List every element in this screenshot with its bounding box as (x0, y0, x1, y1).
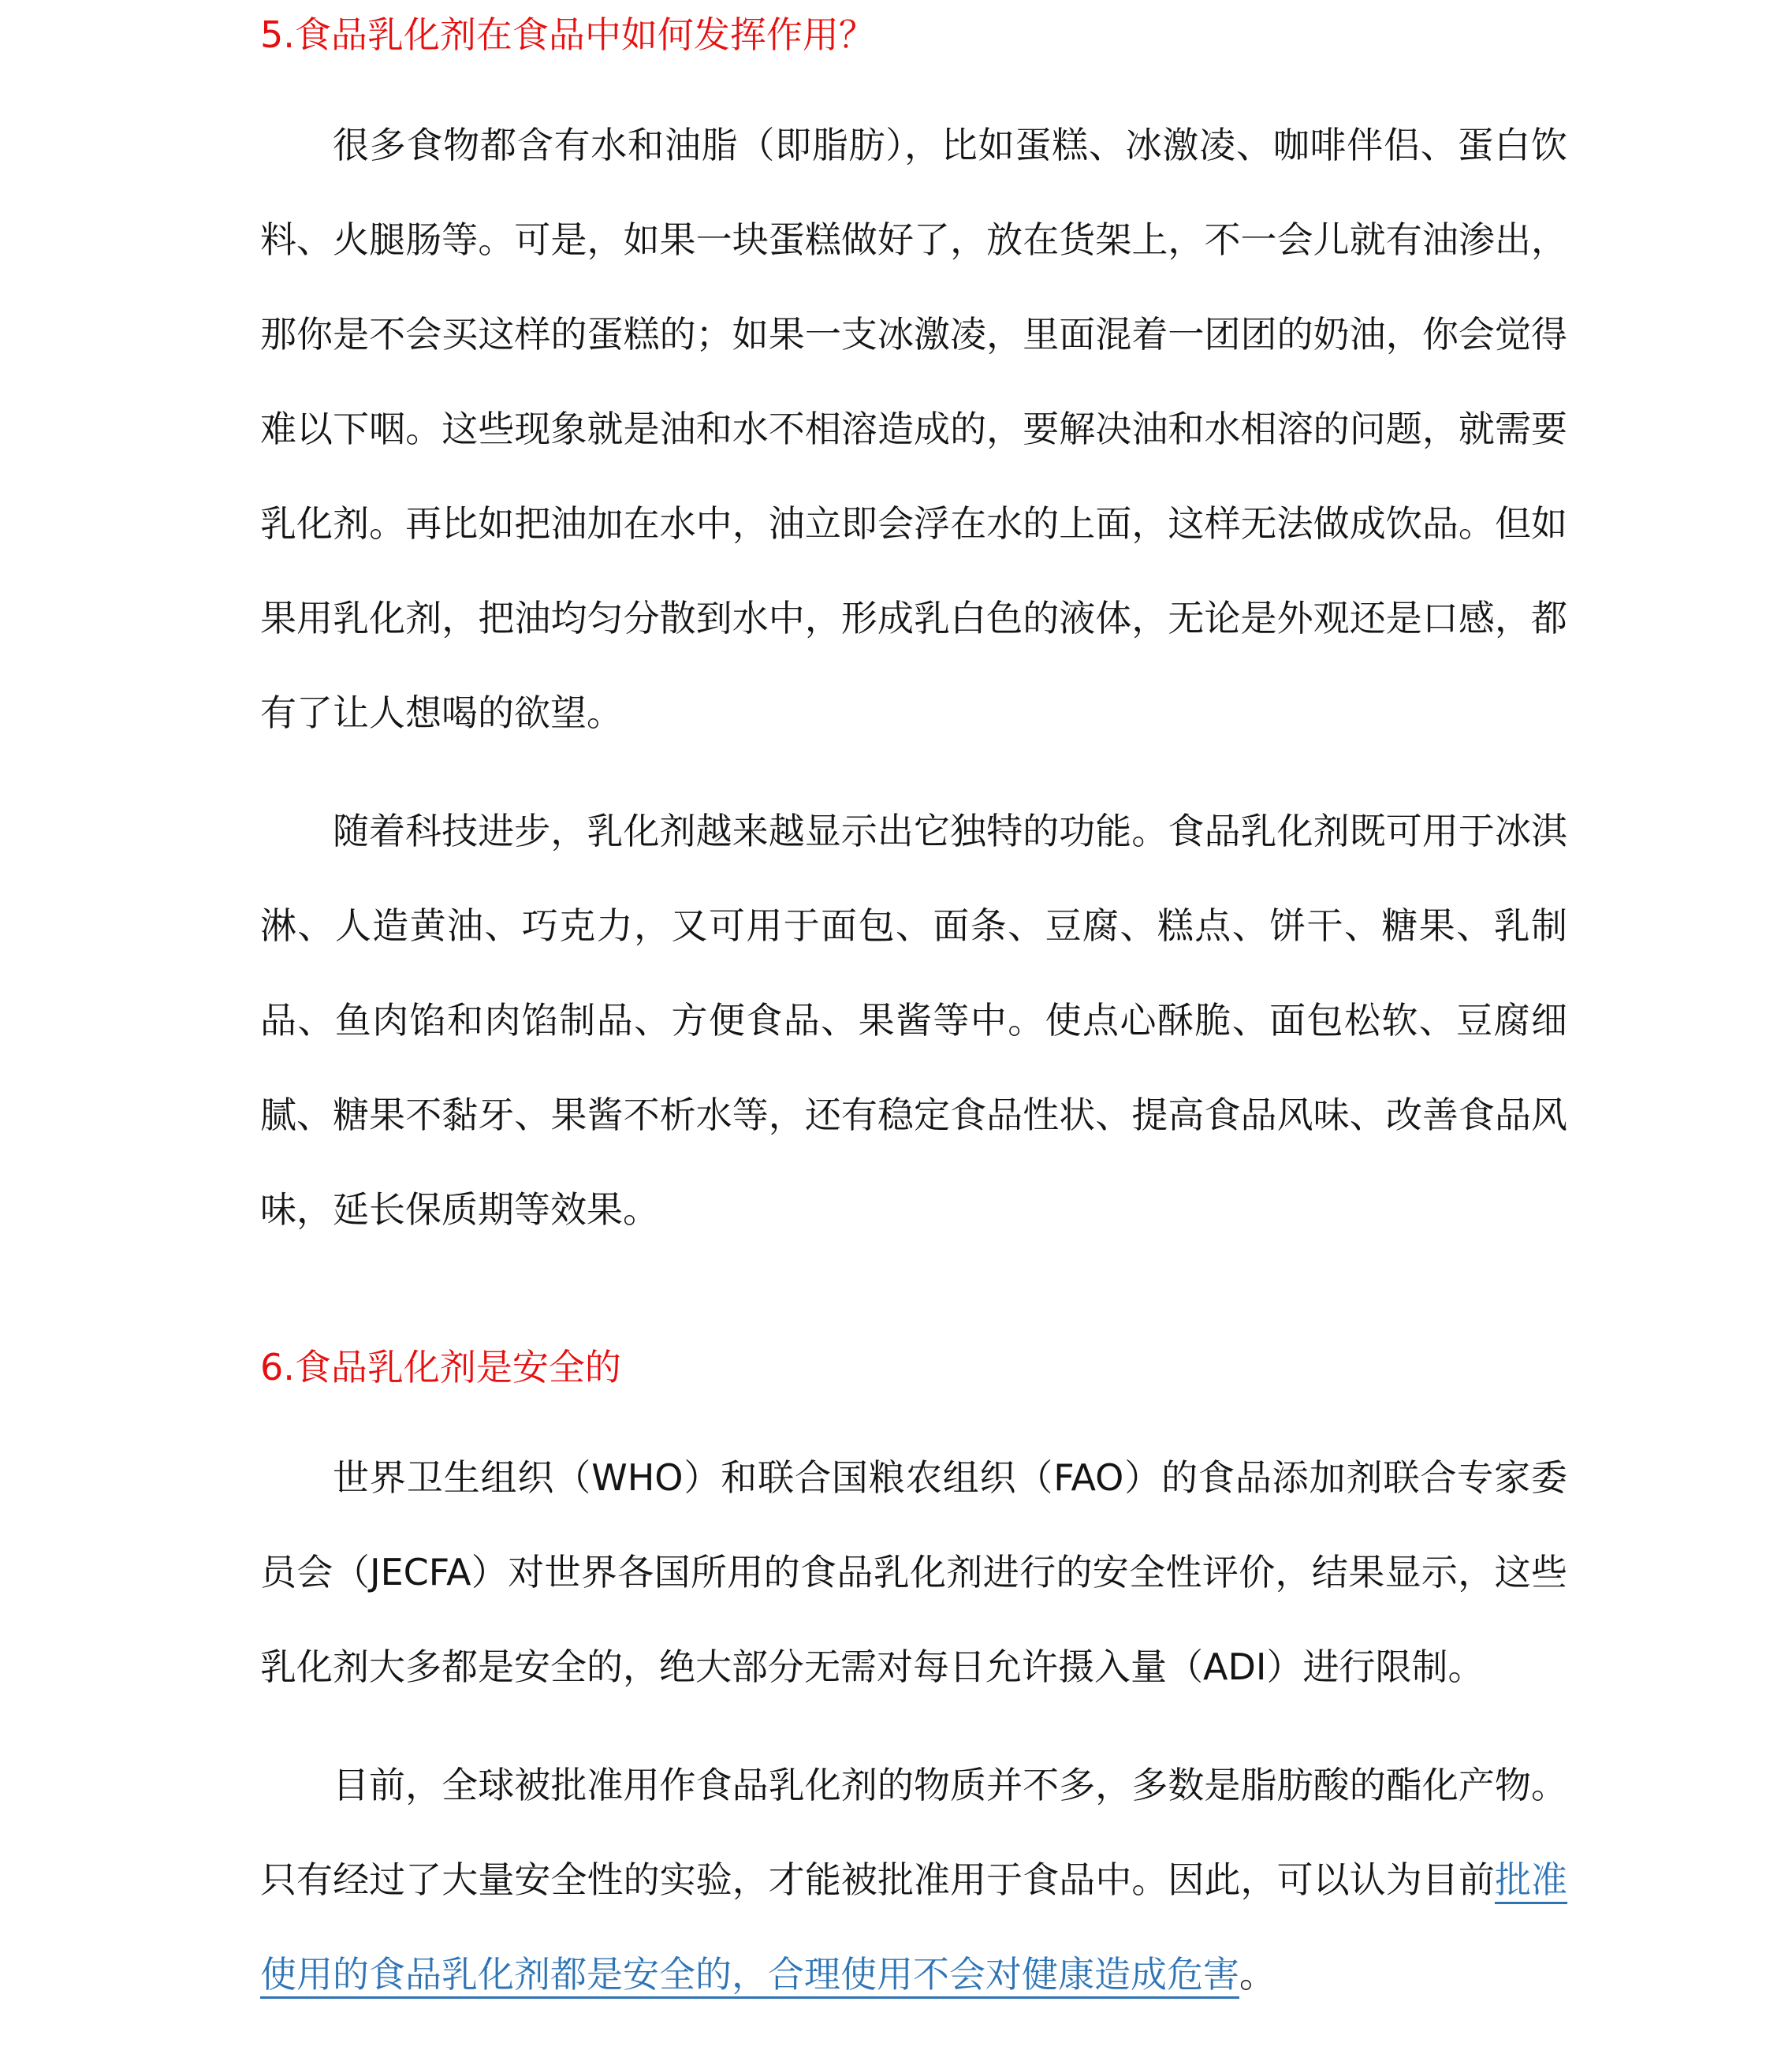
closing-paragraph-text: 目前，全球被批准用作食品乳化剂的物质并不多，多数是脂肪酸的酯化产物。只有经过了大量安全性的实验，才能被批准用于食品中。因此，可以认为目前 (260, 1764, 1567, 1901)
section-5-paragraph-2: 随着科技进步，乳化剂越来越显示出它独特的功能。食品乳化剂既可用于冰淇淋、人造黄油、巧克力，又可用于面包、面条、豆腐、糕点、饼干、糖果、乳制品、鱼肉馅和肉馅制品、方便食品、果酱等中。使点心酥脆、面包松软、豆腐细腻、糖果不黏牙、果酱不析水等，还有稳定食品性状、提高食品风味、改善食品风味，延长保质期等效果。 (260, 810, 1567, 1231)
closing-paragraph-period: 。 (1239, 1953, 1276, 1996)
section-6-heading: 6.食品乳化剂是安全的 (260, 1346, 621, 1388)
section-5-heading: 5.食品乳化剂在食品中如何发挥作用？ (260, 13, 875, 56)
section-6-paragraph-2 (260, 1738, 1567, 2022)
section-5-paragraph-1: 很多食物都含有水和油脂（即脂肪），比如蛋糕、冰激凌、咖啡伴侣、蛋白饮料、火腿肠等。可是，如果一块蛋糕做好了，放在货架上，不一会儿就有油渗出，那你是不会买这样的蛋糕的；如果一支冰激凌，里面混着一团团的奶油，你会觉得难以下咽。这些现象就是油和水不相溶造成的，要解决油和水相溶的问题，就需要乳化剂。再比如把油加在水中，油立即会浮在水的上面，这样无法做成饮品。但如果用乳化剂，把油均匀分散到水中，形成乳白色的液体，无论是外观还是口感，都有了让人想喝的欲望。 (260, 124, 1567, 734)
section-6-paragraph-1: 世界卫生组织（WHO）和联合国粮农组织（FAO）的食品添加剂联合专家委员会（JECFA）对世界各国所用的食品乳化剂进行的安全性评价，结果显示，这些乳化剂大多都是安全的，绝大部分无需对每日允许摄入量（ADI）进行限制。 (260, 1456, 1567, 1688)
approved-emulsifiers-safety-link[interactable]: 批准使用的食品乳化剂都是安全的，合理使用不会对健康造成危害 (260, 1858, 1568, 1996)
